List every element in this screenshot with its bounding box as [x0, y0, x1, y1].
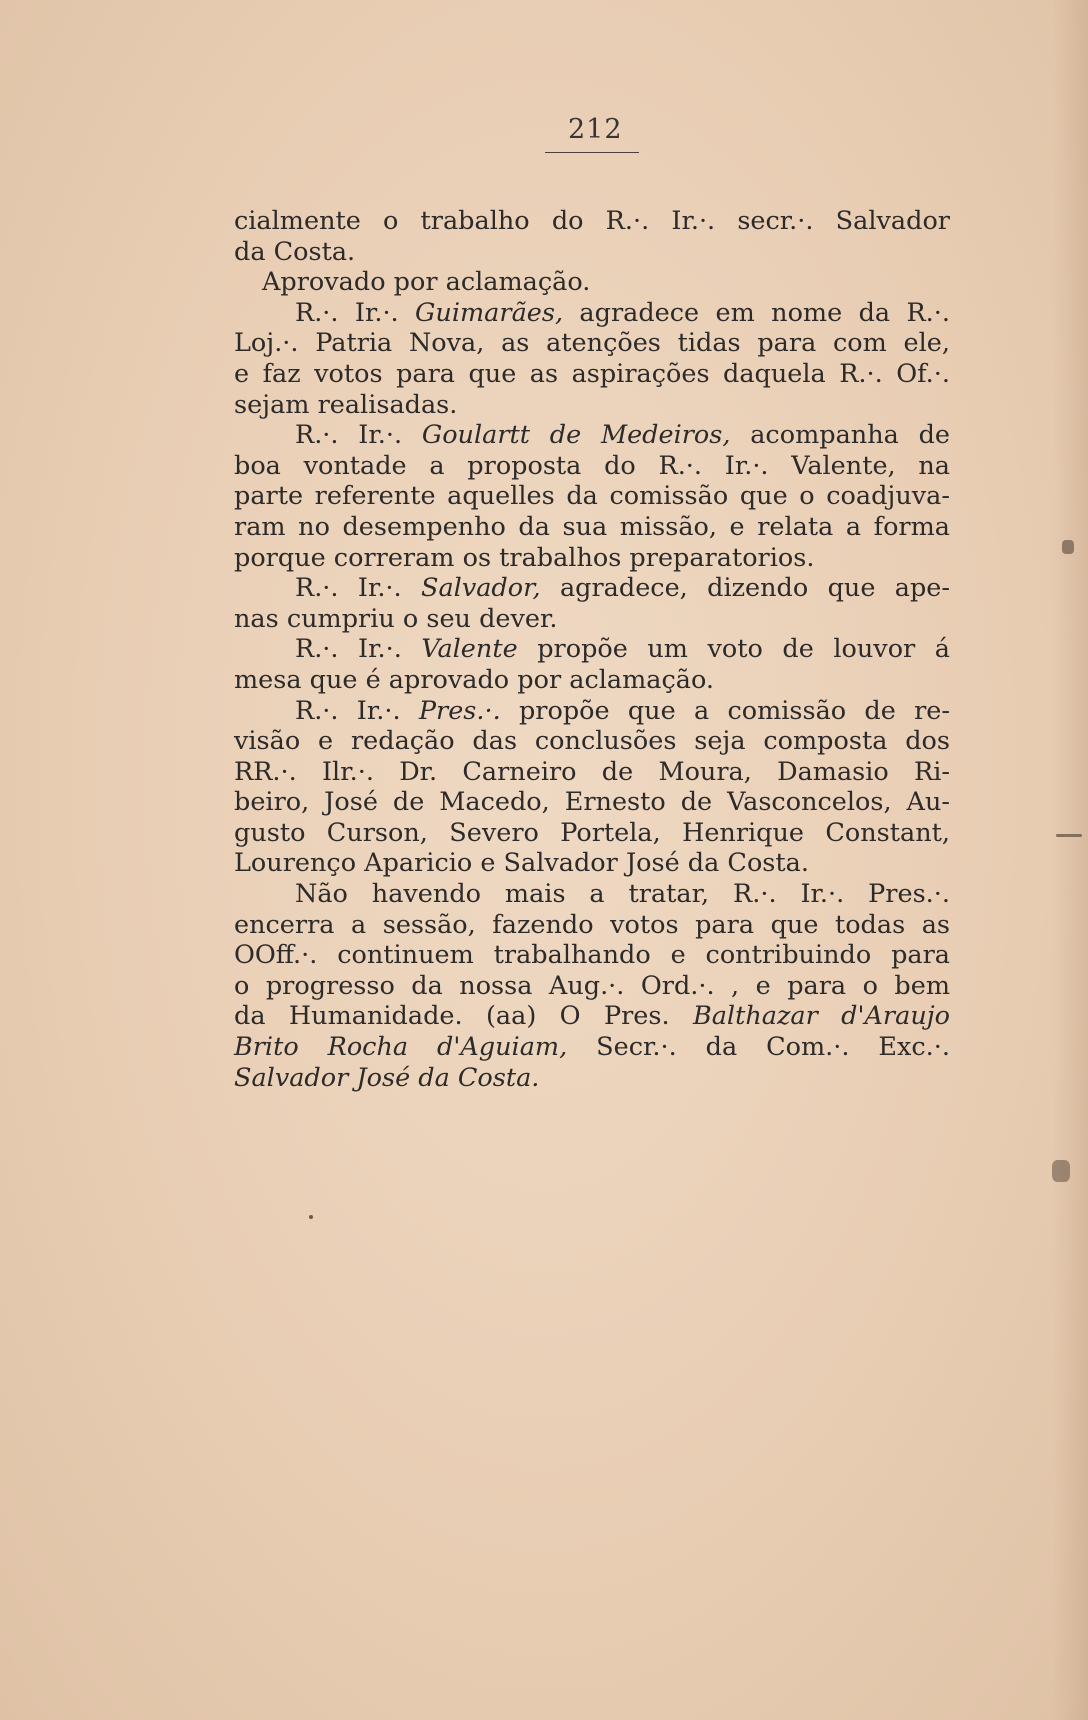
text-line-29: [234, 1063, 950, 1094]
text-line-10: [234, 481, 950, 512]
text-segment: visão e redação das conclusões seja composta dos: [234, 726, 950, 757]
page-number-rule: [545, 152, 639, 153]
text-line-17: [234, 696, 950, 727]
italic-name: Balthazar d'Araujo: [692, 1001, 950, 1032]
text-segment: da Costa.: [234, 236, 356, 267]
text-line-1: [234, 206, 950, 237]
text-segment: acompanha de: [730, 420, 950, 451]
text-line-26: [234, 971, 950, 1002]
text-line-21: [234, 818, 950, 849]
text-line-22: [234, 848, 950, 879]
text-line-27: [234, 1001, 950, 1032]
text-segment: o progresso da nossa Aug.·. Ord.·. , e para o bem: [234, 970, 950, 1001]
text-segment: R.·. Ir.·.: [295, 634, 422, 665]
text-line-25: [234, 940, 950, 971]
text-segment: encerra a sessão, fazendo votos para que todas as: [234, 909, 950, 940]
text-line-15: [234, 634, 950, 665]
text-segment: Não havendo mais a tratar, R.·. Ir.·. Pres.·.: [295, 879, 950, 910]
text-segment: R.·. Ir.·.: [295, 573, 421, 604]
text-line-2: [234, 237, 950, 268]
italic-name: Guimarães,: [415, 297, 564, 328]
body-text: [234, 206, 950, 1093]
text-line-13: [234, 573, 950, 604]
text-line-14: [234, 604, 950, 635]
text-line-20: [234, 787, 950, 818]
text-line-9: [234, 451, 950, 482]
text-line-3: [234, 267, 950, 298]
text-line-19: [234, 757, 950, 788]
italic-name: Goulartt de Medeiros,: [421, 420, 731, 451]
text-segment: boa vontade a proposta do R.·. Ir.·. Valente, na: [234, 450, 950, 481]
text-line-18: [234, 726, 950, 757]
ink-speck: [309, 1215, 313, 1219]
text-segment: R.·. Ir.·.: [295, 695, 419, 726]
ink-speck: [1062, 540, 1074, 554]
text-line-4: [234, 298, 950, 329]
text-segment: Lourenço Aparicio e Salvador José da Costa.: [234, 848, 809, 879]
text-segment: nas cumpriu o seu dever.: [234, 603, 558, 634]
text-segment: Aprovado por aclamação.: [262, 267, 591, 298]
italic-name: Brito Rocha d'Aguiam,: [234, 1032, 568, 1063]
text-line-23: [234, 879, 950, 910]
text-segment: R.·. Ir.·.: [295, 420, 422, 451]
text-segment: ram no desempenho da sua missão, e relata a forma: [234, 511, 950, 542]
text-segment: da Humanidade. (aa) O Pres.: [234, 1001, 693, 1032]
text-segment: agradece em nome da R.·.: [563, 297, 950, 328]
text-line-6: [234, 359, 950, 390]
text-line-28: [234, 1032, 950, 1063]
text-segment: gusto Curson, Severo Portela, Henrique Constant,: [234, 817, 950, 848]
text-segment: porque correram os trabalhos preparatorios.: [234, 542, 815, 573]
text-segment: mesa que é aprovado por aclamação.: [234, 664, 714, 695]
text-line-5: [234, 328, 950, 359]
italic-name: Salvador José da Costa.: [234, 1062, 540, 1093]
ink-speck: [1056, 834, 1082, 837]
text-line-8: [234, 420, 950, 451]
text-segment: RR.·. Ilr.·. Dr. Carneiro de Moura, Damasio Ri-: [234, 756, 950, 787]
text-segment: parte referente aquelles da comissão que o coadjuva-: [234, 481, 950, 512]
text-segment: propõe que a comissão de re-: [500, 695, 950, 726]
text-segment: Secr.·. da Com.·. Exc.·.: [567, 1032, 951, 1063]
text-line-7: [234, 390, 950, 421]
text-segment: OOff.·. continuem trabalhando e contribuindo para: [234, 940, 950, 971]
text-segment: R.·. Ir.·.: [295, 297, 416, 328]
text-segment: sejam realisadas.: [234, 389, 458, 420]
italic-name: Pres.·.: [418, 695, 501, 726]
text-line-12: [234, 543, 950, 574]
text-segment: beiro, José de Macedo, Ernesto de Vasconcelos, Au-: [234, 787, 950, 818]
text-line-11: [234, 512, 950, 543]
italic-name: Valente: [421, 634, 518, 665]
italic-name: Salvador,: [421, 573, 541, 604]
page-edge-shadow: [1052, 0, 1088, 1720]
text-segment: agradece, dizendo que ape-: [540, 573, 950, 604]
page-number: 212: [568, 114, 623, 145]
ink-speck: [1052, 1160, 1070, 1182]
text-segment: cialmente o trabalho do R.·. Ir.·. secr.·. Salvador: [234, 206, 950, 236]
text-segment: e faz votos para que as aspirações daquela R.·. Of.·.: [234, 358, 950, 389]
text-line-24: [234, 910, 950, 941]
text-line-16: [234, 665, 950, 696]
text-segment: propõe um voto de louvor á: [517, 634, 950, 665]
text-segment: Loj.·. Patria Nova, as atenções tidas para com ele,: [234, 328, 950, 359]
